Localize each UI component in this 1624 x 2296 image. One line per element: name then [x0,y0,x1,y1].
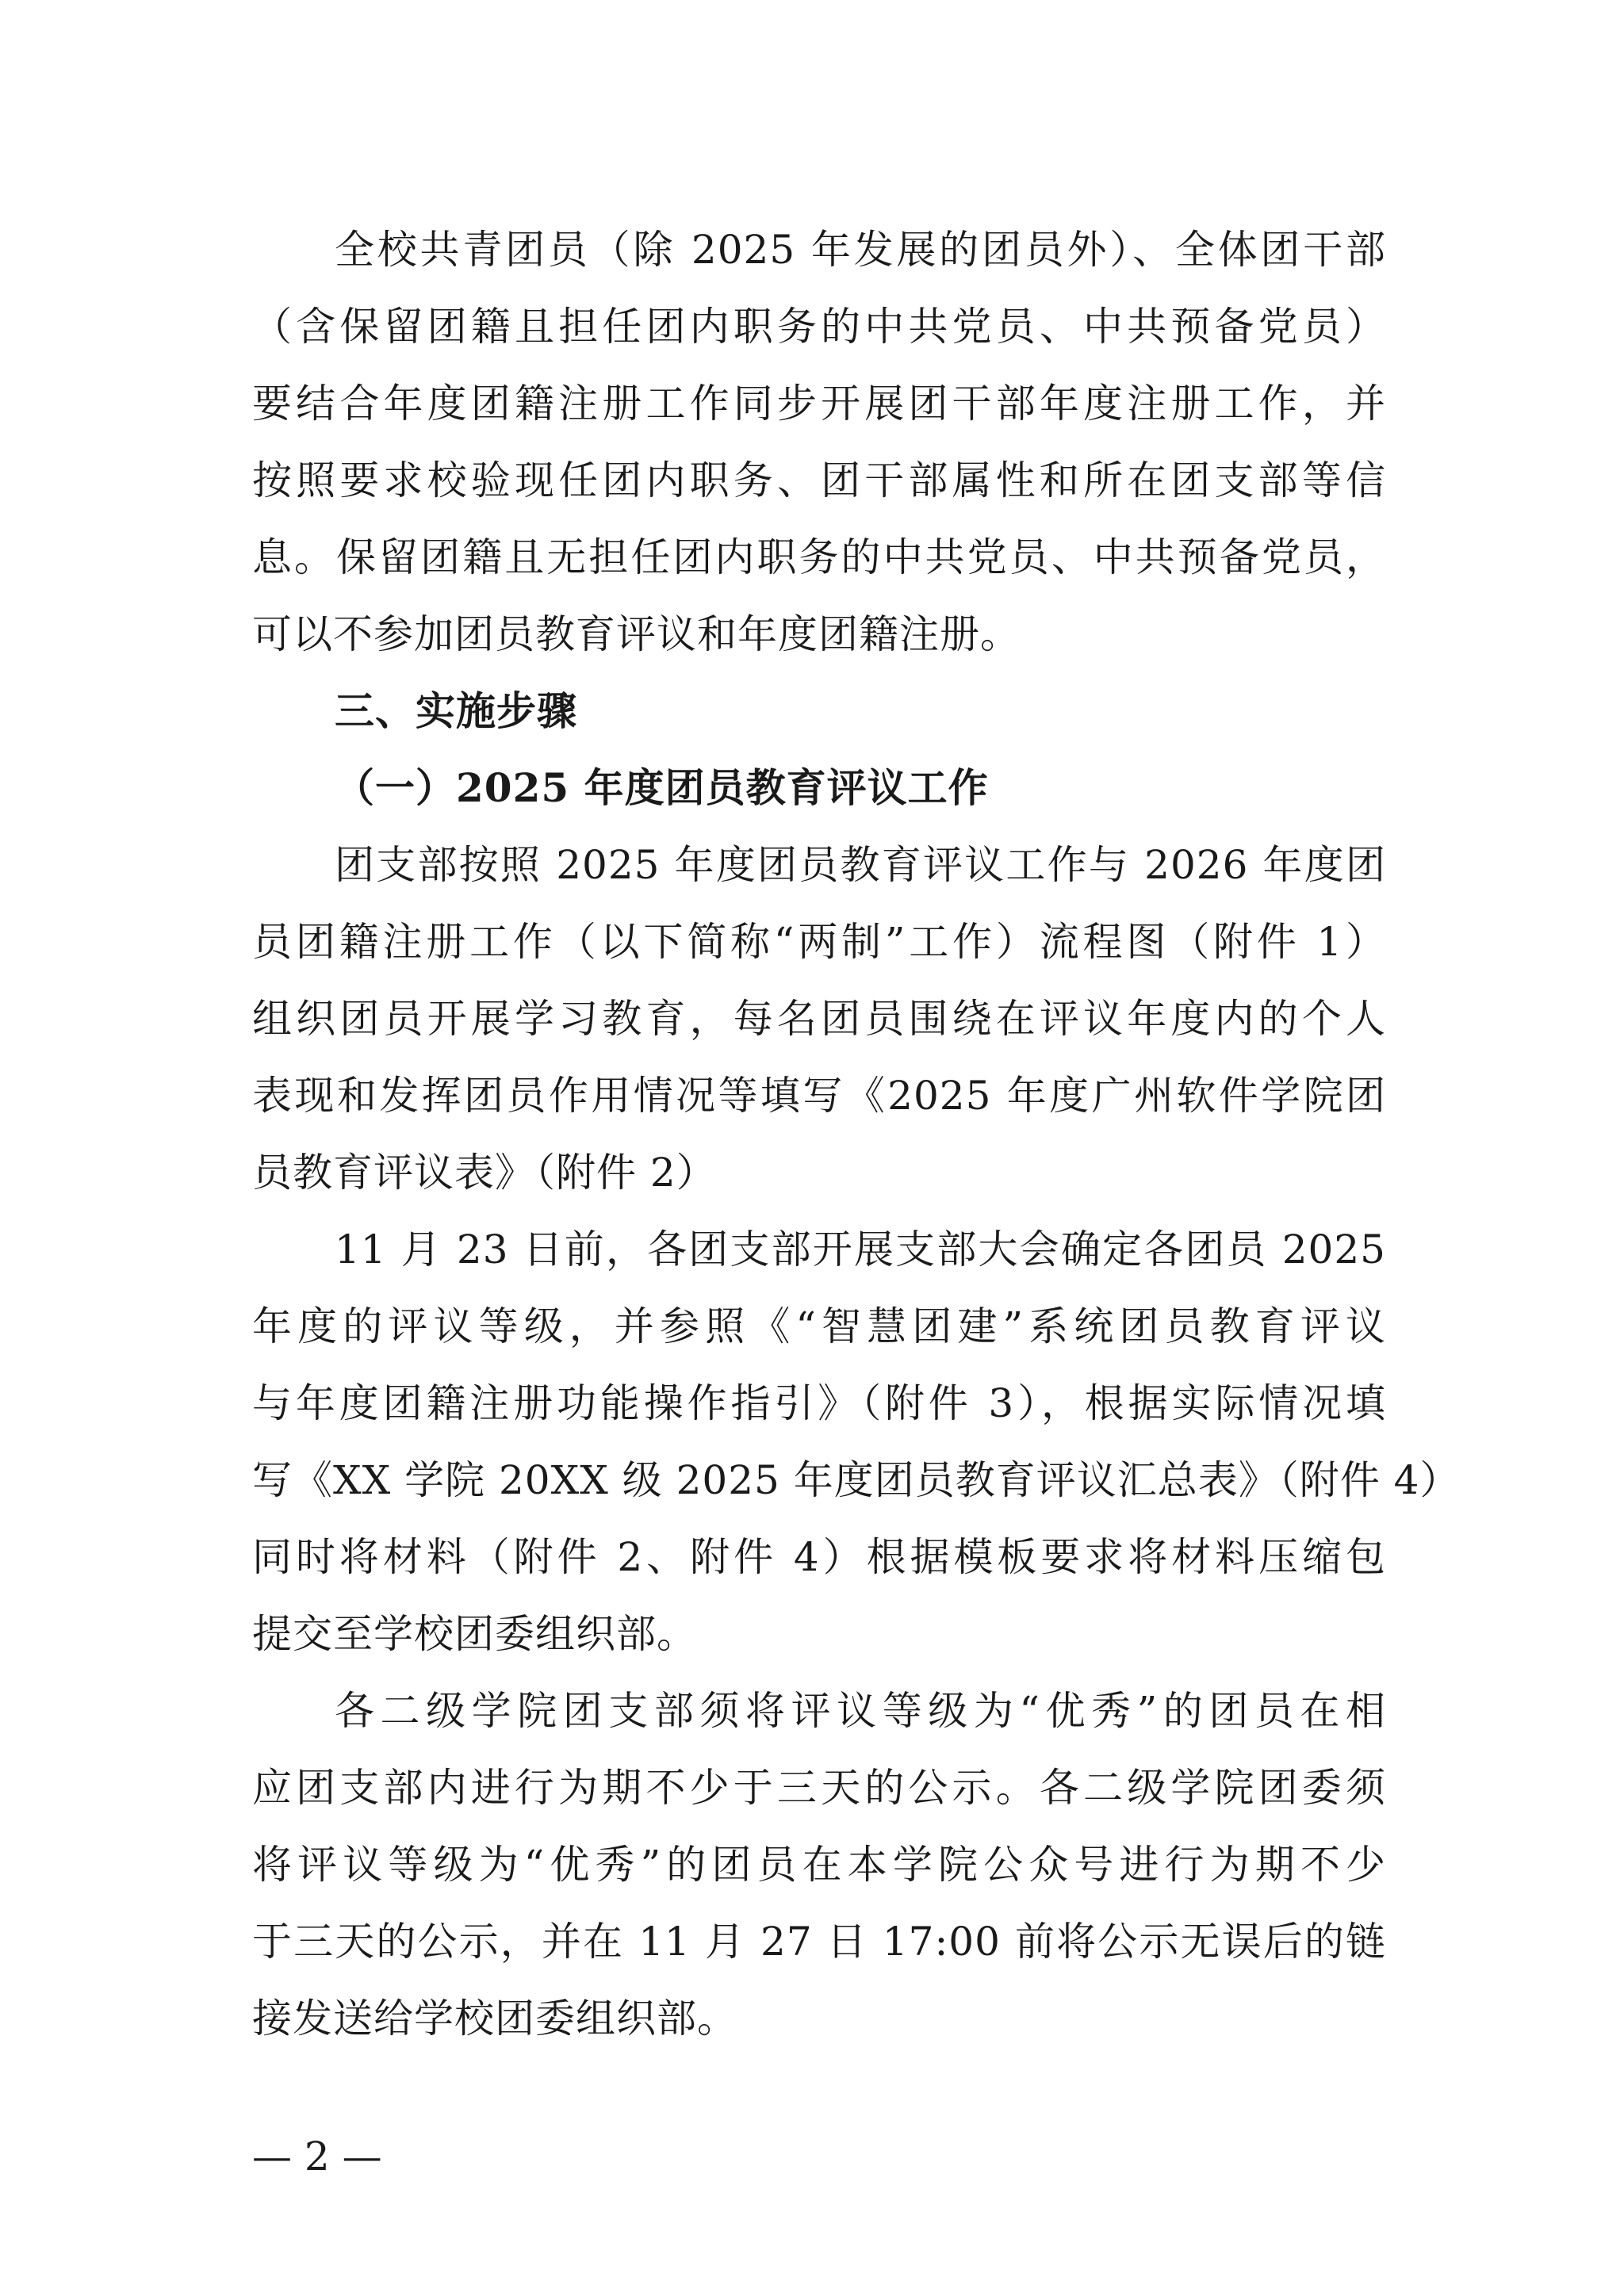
paragraph-line: 表现和发挥团员作用情况等填写《2025 年度广州软件学院团 [252,1073,1386,1119]
paragraph-line: （含保留团籍且担任团内职务的中共党员、中共预备党员） [252,304,1386,350]
subsection-heading: （一）2025 年度团员教育评议工作 [335,764,989,811]
paragraph-line: 组织团员开展学习教育，每名团员围绕在评议年度内的个人 [252,996,1386,1042]
paragraph-line: 应团支部内进行为期不少于三天的公示。各二级学院团委须 [252,1765,1386,1811]
paragraph-line: 员教育评议表》（附件 2） [252,1150,717,1196]
paragraph-line: 按照要求校验现任团内职务、团干部属性和所在团支部等信 [252,457,1386,503]
paragraph-line: 团支部按照 2025 年度团员教育评议工作与 2026 年度团 [335,842,1386,888]
paragraph-line: 同时将材料（附件 2、附件 4）根据模板要求将材料压缩包 [252,1534,1386,1580]
paragraph-line: 提交至学校团委组织部。 [252,1611,697,1657]
paragraph-line: 要结合年度团籍注册工作同步开展团干部年度注册工作，并 [252,381,1386,427]
paragraph-line: 息。保留团籍且无担任团内职务的中共党员、中共预备党员， [252,534,1386,580]
paragraph-line: 接发送给学校团委组织部。 [252,1996,737,2042]
paragraph-line: 写《XX 学院 20XX 级 2025 年度团员教育评议汇总表》（附件 4） [252,1457,1461,1503]
paragraph-line: 员团籍注册工作（以下简称“两制”工作）流程图（附件 1） [252,919,1386,965]
paragraph-line: 与年度团籍注册功能操作指引》（附件 3），根据实际情况填 [252,1380,1386,1426]
section-heading: 三、实施步骤 [335,688,577,734]
paragraph-line: 全校共青团员（除 2025 年发展的团员外）、全体团干部 [335,227,1386,273]
paragraph-line: 11 月 23 日前，各团支部开展支部大会确定各团员 2025 [335,1226,1386,1272]
paragraph-line: 年度的评议等级，并参照《“智慧团建”系统团员教育评议 [252,1303,1386,1349]
page-number: — 2 — [252,2133,382,2179]
paragraph-line: 将评议等级为“优秀”的团员在本学院公众号进行为期不少 [252,1842,1386,1888]
paragraph-line: 于三天的公示，并在 11 月 27 日 17:00 前将公示无误后的链 [252,1919,1386,1965]
paragraph-line: 各二级学院团支部须将评议等级为“优秀”的团员在相 [335,1688,1386,1734]
paragraph-line: 可以不参加团员教育评议和年度团籍注册。 [252,611,1021,657]
